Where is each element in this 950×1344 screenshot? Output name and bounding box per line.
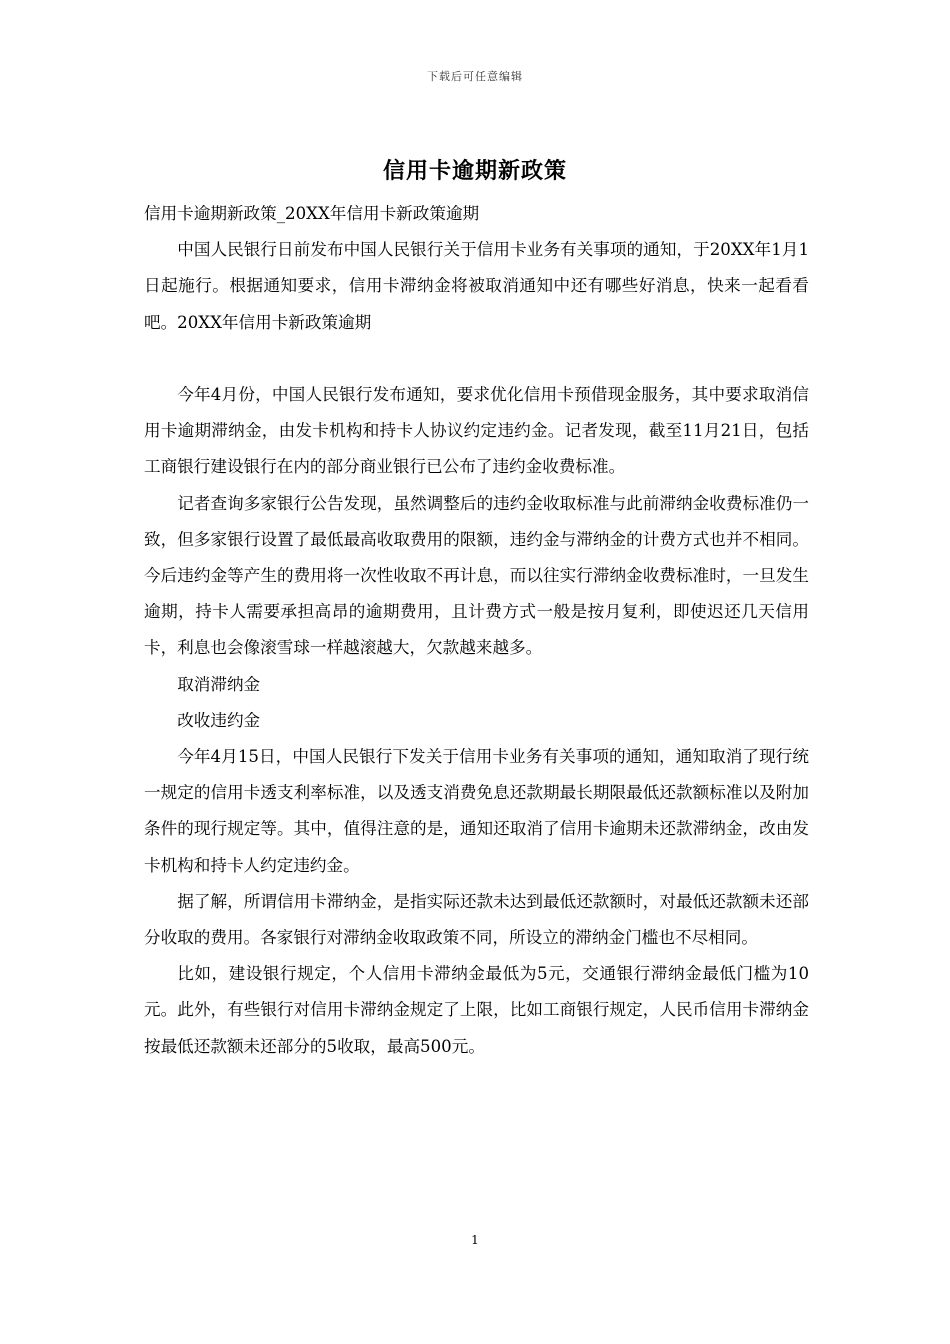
paragraph-bank-announcements: 记者查询多家银行公告发现，虽然调整后的违约金收取标准与此前滞纳金收费标准仍一致，但多家银行设置了最低最高收取费用的限额，违约金与滞纳金的计费方式也并不相同。今后违约金等产生的费用将一次性收取不再计息，而以往实行滞纳金收费标准时，一旦发生逾期，持卡人需要承担高昂的逾期费用，且计费方式一般是按月复利，即使迟还几天信用卡，利息也会像滚雪球一样越滚越大，欠款越来越多。 [144, 493, 809, 658]
paragraph-spacer [144, 341, 809, 377]
paragraph-april-15-notice: 今年4月15日，中国人民银行下发关于信用卡业务有关事项的通知，通知取消了现行统一规定的信用卡透支利率标准，以及透支消费免息还款期最长期限最低还款额标准以及附加条件的现行规定等。其中，值得注意的是，通知还取消了信用卡逾期未还款滞纳金，改由发卡机构和持卡人约定违约金。 [144, 747, 809, 875]
header-note: 下载后可任意编辑 [427, 70, 523, 83]
document-body [144, 196, 809, 1065]
document-title: 信用卡逾期新政策 [382, 158, 567, 184]
paragraph-intro: 中国人民银行日前发布中国人民银行关于信用卡业务有关事项的通知，于20XX年1月1日起施行。根据通知要求，信用卡滞纳金将被取消通知中还有哪些好消息，快来一起看看吧。20XX年信用卡新政策逾期 [144, 240, 809, 332]
section-heading-cancel-late-fee: 取消滞纳金 [177, 674, 261, 694]
paragraph-bank-examples: 比如，建设银行规定，个人信用卡滞纳金最低为5元，交通银行滞纳金最低门槛为10元。此外，有些银行对信用卡滞纳金规定了上限，比如工商银行规定，人民币信用卡滞纳金按最低还款额未还部分的5收取，最高500元。 [144, 964, 809, 1056]
section-heading-penalty: 改收违约金 [177, 710, 261, 730]
paragraph-late-fee-definition: 据了解，所谓信用卡滞纳金，是指实际还款未达到最低还款额时，对最低还款额未还部分收取的费用。各家银行对滞纳金收取政策不同，所设立的滞纳金门槛也不尽相同。 [144, 891, 809, 948]
subtitle-line: 信用卡逾期新政策_20XX年信用卡新政策逾期 [144, 204, 480, 223]
page-number: 1 [471, 1233, 479, 1247]
paragraph-april-notice: 今年4月份，中国人民银行发布通知，要求优化信用卡预借现金服务，其中要求取消信用卡逾期滞纳金，由发卡机构和持卡人协议约定违约金。记者发现，截至11月21日，包括工商银行建设银行在内的部分商业银行已公布了违约金收费标准。 [144, 385, 809, 477]
